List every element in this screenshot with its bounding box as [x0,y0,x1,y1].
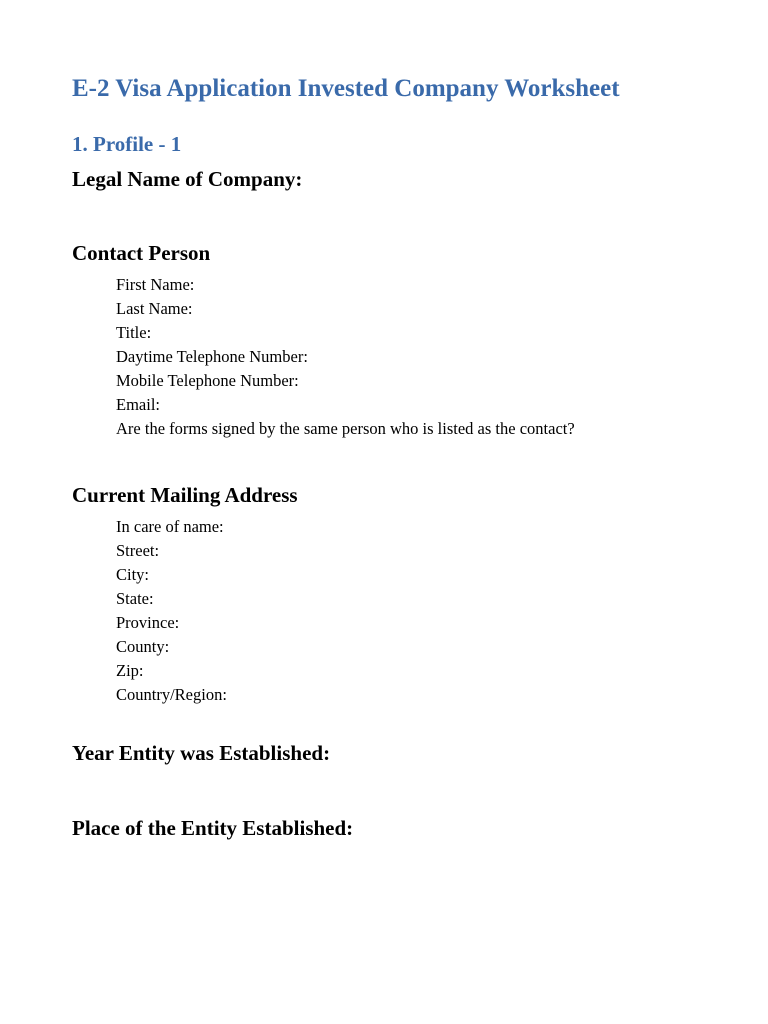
field-state: State: [116,589,154,608]
field-title: Title: [116,323,152,342]
contact-person-fields [116,273,575,441]
field-forms-signed-question: Are the forms signed by the same person who is listed as the contact? [116,419,575,438]
field-first-name: First Name: [116,275,195,294]
field-email: Email: [116,395,160,414]
field-last-name: Last Name: [116,299,193,318]
field-zip: Zip: [116,661,144,680]
document-title: E-2 Visa Application Invested Company Worksheet [72,75,620,102]
field-street: Street: [116,541,160,560]
contact-person-heading: Contact Person [72,241,211,265]
field-country-region: Country/Region: [116,685,227,704]
field-province: Province: [116,613,180,632]
mailing-address-fields [116,515,227,707]
year-established-label: Year Entity was Established: [72,741,331,765]
field-city: City: [116,565,150,584]
field-in-care-of: In care of name: [116,517,224,536]
mailing-address-heading: Current Mailing Address [72,483,298,507]
place-established-label: Place of the Entity Established: [72,816,354,840]
section-heading-profile: 1. Profile - 1 [72,132,182,156]
field-county: County: [116,637,170,656]
legal-name-label: Legal Name of Company: [72,167,303,191]
field-daytime-telephone: Daytime Telephone Number: [116,347,308,366]
field-mobile-telephone: Mobile Telephone Number: [116,371,299,390]
